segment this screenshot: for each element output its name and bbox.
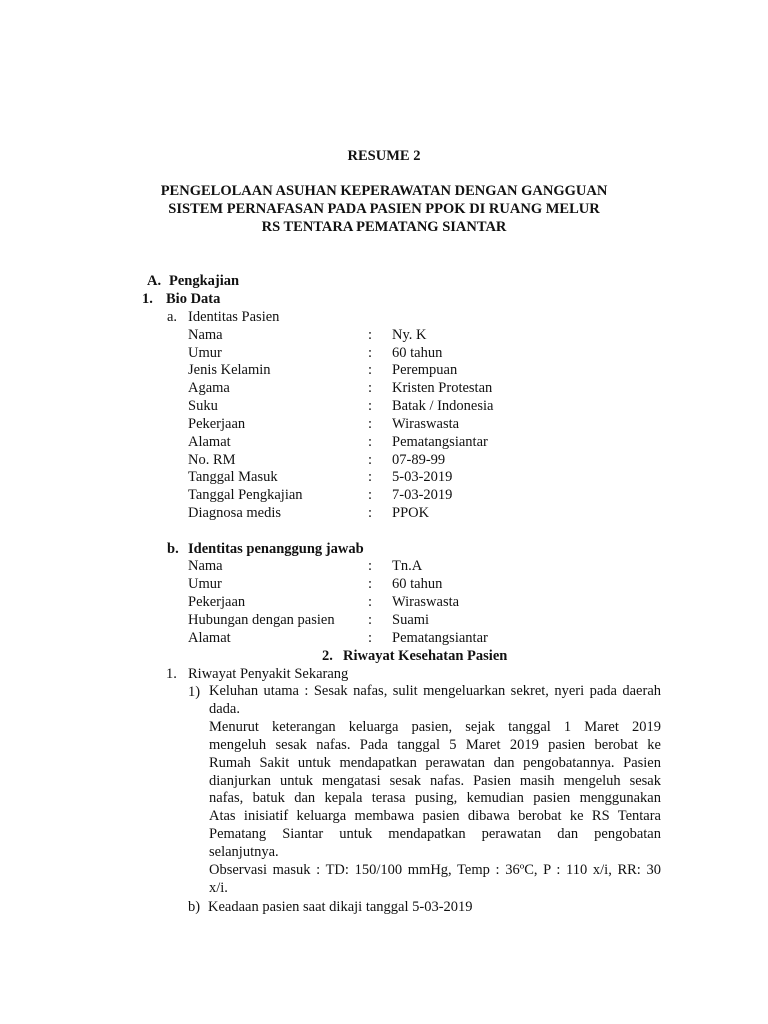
guardian-row-name <box>0 557 768 575</box>
row-label: Nama <box>188 327 223 343</box>
row-colon: : <box>368 576 373 592</box>
paragraph-line: Observasi masuk : TD: 150/100 mmHg, Temp : 36ºC, P : 110 x/i, RR: 30 <box>209 862 661 879</box>
row-label: Pekerjaan <box>188 594 246 610</box>
row-label: Tanggal Pengkajian <box>188 487 303 503</box>
row-value: Kristen Protestan <box>392 380 493 396</box>
paragraph-line: dada. <box>209 700 240 717</box>
section-a-marker: A. <box>147 273 162 289</box>
row-value: 07-89-99 <box>392 452 446 468</box>
current-condition-marker: b) <box>188 899 201 915</box>
row-value: Pematangsiantar <box>392 630 488 646</box>
patient-row-name <box>0 326 768 344</box>
paragraph-line: Menurut keterangan keluarga pasien, sejak tanggal 1 Maret 2019 <box>209 718 661 735</box>
paragraph-line: Atas inisiatif keluarga membawa pasien dibawa berobat ke RS Tentara <box>209 808 661 825</box>
row-label: No. RM <box>188 452 236 468</box>
guardian-row-relationship <box>0 611 768 629</box>
row-value: Perempuan <box>392 362 458 378</box>
row-label: Jenis Kelamin <box>188 362 271 378</box>
row-colon: : <box>368 505 373 521</box>
paragraph-line: Pematang Siantar untuk mendapatkan perawatan dan pengobatan <box>209 826 661 843</box>
row-value: PPOK <box>392 505 430 521</box>
subtitle-line-1: PENGELOLAAN ASUHAN KEPERAWATAN DENGAN GANGGUAN <box>160 183 608 199</box>
row-label: Tanggal Masuk <box>188 469 278 485</box>
patient-row-ethnicity <box>0 397 768 415</box>
patient-row-religion <box>0 379 768 397</box>
row-colon: : <box>368 630 373 646</box>
paragraph-line: Rumah Sakit untuk mendapatkan perawatan dan pengobatannya. Pasien <box>209 754 661 771</box>
row-label: Nama <box>188 558 223 574</box>
row-colon: : <box>368 416 373 432</box>
bio-data-title: Bio Data <box>166 291 221 307</box>
section-a-title: Pengkajian <box>169 273 240 289</box>
history-item-marker: 1. <box>166 666 177 682</box>
row-value: Pematangsiantar <box>392 434 488 450</box>
row-label: Suku <box>188 398 218 414</box>
row-value: Suami <box>392 612 430 628</box>
row-value: Tn.A <box>392 558 423 574</box>
subtitle-line-2: SISTEM PERNAFASAN PADA PASIEN PPOK DI RUANG MELUR <box>168 201 600 217</box>
row-label: Agama <box>188 380 230 396</box>
patient-row-medical-record <box>0 451 768 469</box>
chief-complaint-paragraph <box>209 683 661 898</box>
patient-row-admission-date <box>0 468 768 486</box>
row-value: 60 tahun <box>392 576 443 592</box>
row-colon: : <box>368 327 373 343</box>
history-item-title: Riwayat Penyakit Sekarang <box>188 666 349 682</box>
chief-complaint-marker: 1) <box>188 684 201 700</box>
row-label: Pekerjaan <box>188 416 246 432</box>
row-label: Umur <box>188 345 222 361</box>
guardian-row-occupation <box>0 593 768 611</box>
row-value: Batak / Indonesia <box>392 398 494 414</box>
paragraph-line: Keluhan utama : Sesak nafas, sulit mengeluarkan sekret, nyeri pada daerah <box>209 683 661 699</box>
patient-row-age <box>0 344 768 362</box>
row-label: Diagnosa medis <box>188 505 282 521</box>
row-value: 7-03-2019 <box>392 487 453 503</box>
row-colon: : <box>368 594 373 610</box>
row-value: Wiraswasta <box>392 416 460 432</box>
patient-row-address <box>0 433 768 451</box>
row-value: Wiraswasta <box>392 594 460 610</box>
paragraph-line: dianjurkan untuk mengatasi sesak nafas. Pasien masih mengeluh sesak <box>209 772 661 789</box>
paragraph-line: x/i. <box>209 879 228 896</box>
row-label: Alamat <box>188 630 231 646</box>
subtitle-line-3: RS TENTARA PEMATANG SIANTAR <box>261 219 507 235</box>
guardian-row-age <box>0 575 768 593</box>
patient-row-diagnosis <box>0 504 768 522</box>
row-label: Alamat <box>188 434 231 450</box>
row-colon: : <box>368 362 373 378</box>
patient-row-gender <box>0 361 768 379</box>
paragraph-line: nafas, batuk dan kepala terasa pusing, kemudian pasien menggunakan <box>209 790 661 807</box>
document-title: RESUME 2 <box>347 148 421 164</box>
history-heading-marker: 2. <box>322 648 333 664</box>
row-colon: : <box>368 345 373 361</box>
row-colon: : <box>368 612 373 628</box>
row-value: Ny. K <box>392 327 427 343</box>
patient-row-occupation <box>0 415 768 433</box>
row-colon: : <box>368 398 373 414</box>
patient-identity-title: Identitas Pasien <box>188 309 280 325</box>
guardian-identity-title: Identitas penanggung jawab <box>188 541 364 557</box>
paragraph-line: selanjutnya. <box>209 844 279 861</box>
row-label: Umur <box>188 576 222 592</box>
bio-data-marker: 1. <box>142 291 153 307</box>
current-condition-text: Keadaan pasien saat dikaji tanggal 5-03-2019 <box>208 899 473 915</box>
row-value: 5-03-2019 <box>392 469 453 485</box>
row-label: Hubungan dengan pasien <box>188 612 335 628</box>
row-colon: : <box>368 558 373 574</box>
row-colon: : <box>368 469 373 485</box>
paragraph-line: mengeluh sesak nafas. Pada tanggal 5 Maret 2019 pasien berobat ke <box>209 736 661 753</box>
patient-identity-marker: a. <box>167 309 178 325</box>
history-heading: Riwayat Kesehatan Pasien <box>343 648 508 664</box>
guardian-identity-marker: b. <box>167 541 179 557</box>
patient-row-assessment-date <box>0 486 768 504</box>
row-colon: : <box>368 380 373 396</box>
row-value: 60 tahun <box>392 345 443 361</box>
row-colon: : <box>368 487 373 503</box>
row-colon: : <box>368 452 373 468</box>
row-colon: : <box>368 434 373 450</box>
guardian-row-address <box>0 629 768 647</box>
